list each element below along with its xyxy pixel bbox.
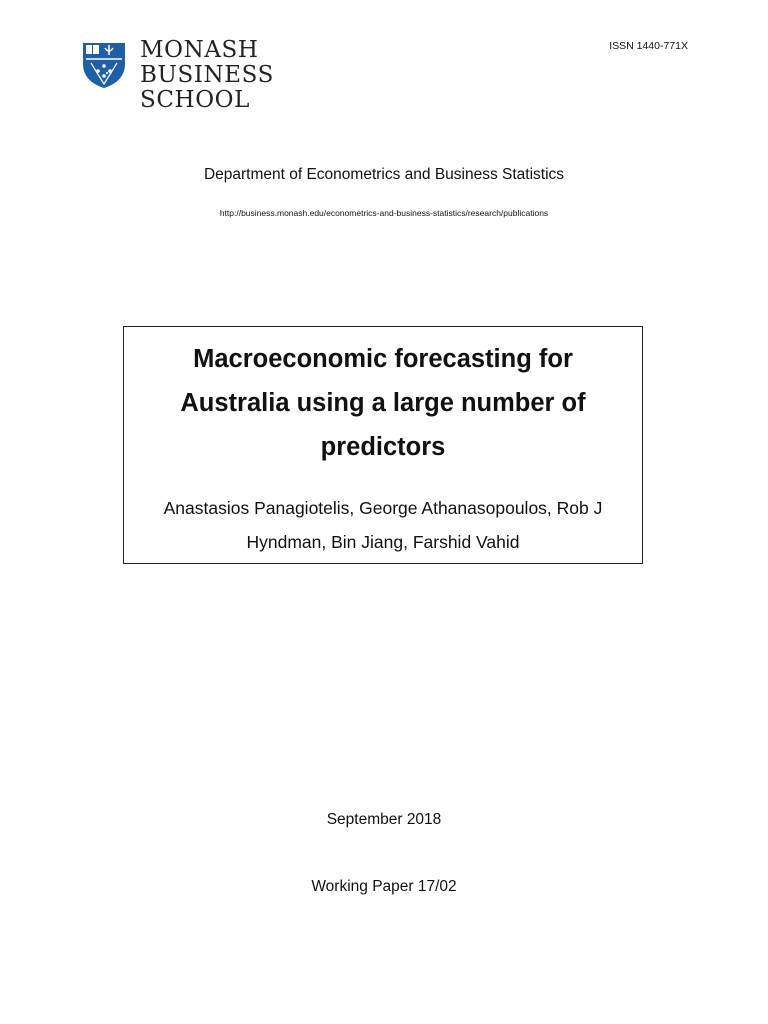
title-box xyxy=(123,326,643,564)
logo-line-1: MONASH xyxy=(140,37,259,63)
monash-crest-icon xyxy=(80,40,128,90)
logo-wordmark xyxy=(140,38,274,113)
paper-authors: Anastasios Panagiotelis, George Athanasopoulos, Rob J Hyndman, Bin Jiang, Farshid Vahid xyxy=(163,498,603,552)
department-name: Department of Econometrics and Business Statistics xyxy=(203,166,565,183)
publications-url[interactable]: http://business.monash.edu/econometrics-and-business-statistics/research/publications xyxy=(219,208,549,218)
paper-title: Macroeconomic forecasting for Australia using a large number of predictors xyxy=(180,345,586,461)
logo-line-2: BUSINESS xyxy=(140,62,274,88)
logo-line-3: SCHOOL xyxy=(140,87,250,113)
working-paper-number: Working Paper 17/02 xyxy=(311,878,457,895)
issn-number: ISSN 1440-771X xyxy=(609,40,688,52)
publication-date: September 2018 xyxy=(326,811,442,828)
monash-logo xyxy=(80,38,274,113)
